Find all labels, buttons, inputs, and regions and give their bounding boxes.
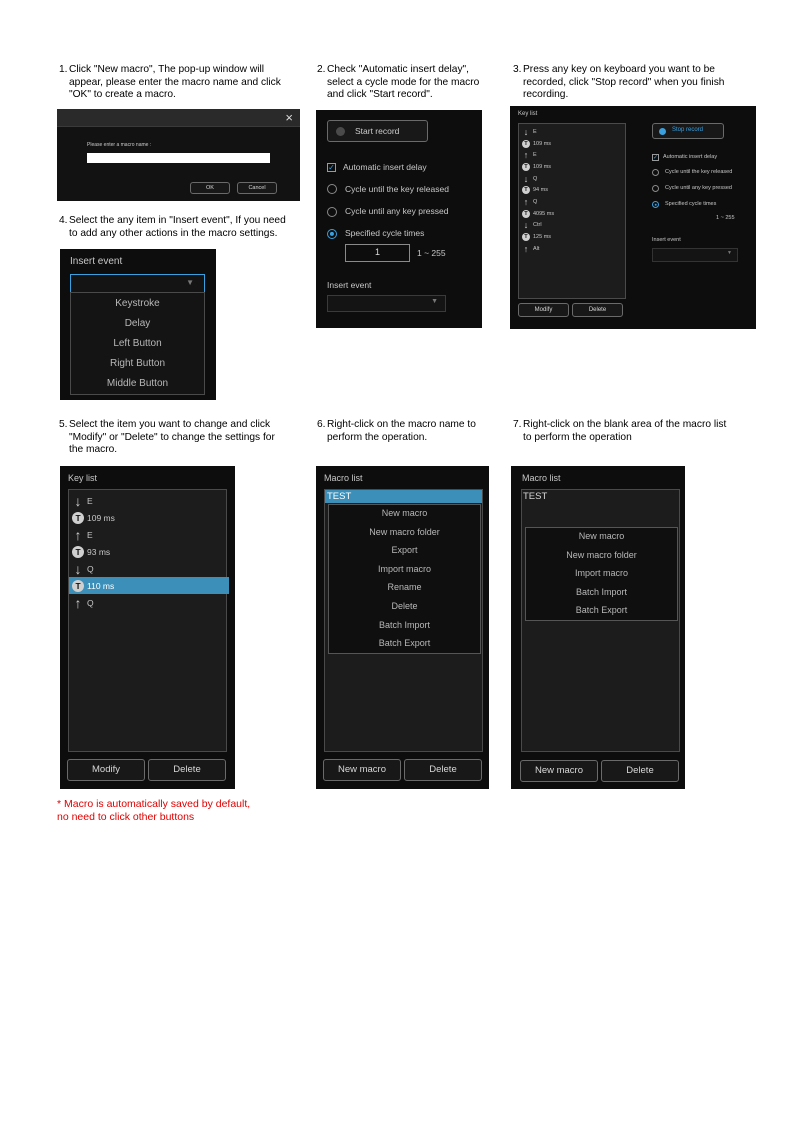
key-list-item[interactable]	[69, 594, 229, 611]
context-menu-item[interactable]: Export	[391, 545, 418, 556]
insert-event-label: Insert event	[70, 256, 123, 267]
step-7-instruction	[513, 419, 773, 444]
auto-delay-label: Automatic insert delay	[663, 154, 718, 160]
arrow-down-icon: ↓	[523, 126, 529, 137]
cycle-key-released-radio[interactable]	[652, 169, 659, 176]
step-6-instruction	[317, 419, 507, 444]
step-number: 4.	[59, 215, 68, 226]
context-menu-item[interactable]: Batch Import	[575, 586, 628, 597]
step-text: Right-click on the blank area of the macro list to perform the operation	[523, 419, 727, 443]
cycle-option-label: Cycle until the key released	[665, 169, 733, 175]
arrow-up-icon: ↑	[523, 197, 529, 208]
record-dot-icon	[336, 127, 345, 136]
macro-list-title: Macro list	[324, 473, 363, 483]
timer-icon: T	[72, 580, 84, 592]
key-list-item-label: Alt	[533, 245, 540, 252]
arrow-up-icon: ↑	[523, 150, 529, 161]
arrow-down-icon: ↓	[523, 173, 529, 184]
step-2-instruction	[317, 64, 507, 102]
insert-event-label: Insert event	[327, 280, 372, 290]
auto-save-note: * Macro is automatically saved by default, no need to click other buttons	[57, 798, 251, 823]
macro-name: TEST	[327, 491, 352, 502]
insert-event-option[interactable]: Right Button	[109, 358, 166, 369]
delete-button[interactable]: Delete	[601, 760, 679, 782]
context-menu	[328, 504, 481, 654]
context-menu-item[interactable]: New macro	[381, 508, 428, 518]
key-list-title: Key list	[68, 473, 98, 483]
step-number: 3.	[513, 64, 522, 75]
key-list-item-label: Q	[87, 563, 94, 574]
record-dot-icon	[659, 128, 666, 135]
cycle-range-label: 1 ~ 255	[716, 215, 735, 221]
modify-button[interactable]: Modify	[67, 759, 145, 781]
macro-name[interactable]: TEST	[523, 491, 548, 502]
recording-screenshot	[510, 106, 756, 329]
context-menu-item[interactable]: New macro folder	[369, 526, 440, 537]
key-list-item-label: E	[533, 152, 537, 159]
step-text: Select the item you want to change and click "Modify" or "Delete" to change the settings for the macro.	[69, 419, 275, 456]
step-text: Right-click on the macro name to perform the operation.	[327, 419, 476, 443]
context-menu-item[interactable]: Delete	[391, 601, 418, 611]
insert-event-dropdown[interactable]	[70, 274, 205, 293]
step-text: Press any key on keyboard you want to be recorded, click "Stop record" when you finish recording.	[523, 64, 725, 101]
new-macro-dialog-screenshot	[57, 109, 300, 201]
key-list-item[interactable]	[69, 509, 229, 526]
context-menu-item[interactable]: New macro	[578, 531, 625, 541]
delete-button[interactable]: Delete	[148, 759, 226, 781]
delete-button[interactable]: Delete	[404, 759, 482, 781]
key-list-item-label: 125 ms	[533, 234, 552, 241]
arrow-up-icon: ↑	[74, 594, 82, 611]
cycle-any-key-radio[interactable]	[327, 207, 337, 217]
key-list-item[interactable]	[519, 126, 628, 138]
insert-event-screenshot	[60, 249, 216, 400]
timer-icon: T	[522, 210, 530, 218]
key-list-item[interactable]	[519, 161, 628, 173]
key-list-item[interactable]	[519, 149, 628, 161]
cycle-key-released-radio[interactable]	[327, 184, 337, 194]
specified-cycle-radio[interactable]	[652, 201, 659, 208]
new-macro-button[interactable]: New macro	[323, 759, 401, 781]
key-list-item-label: Ctrl	[533, 222, 542, 229]
key-list-item-label: E	[87, 529, 93, 540]
auto-delay-checkbox[interactable]: ✓	[653, 155, 659, 161]
cycle-option-label: Specified cycle times	[665, 201, 717, 207]
context-menu-item[interactable]: Batch Import	[378, 619, 431, 630]
timer-icon: T	[522, 233, 530, 241]
cycle-any-key-radio[interactable]	[652, 185, 659, 192]
macro-name-input[interactable]	[87, 153, 270, 163]
modify-button[interactable]: Modify	[518, 303, 569, 317]
new-macro-button[interactable]: New macro	[520, 760, 598, 782]
macro-list-title: Macro list	[522, 473, 561, 483]
record-settings-screenshot	[316, 110, 482, 328]
key-list-item-label: 109 ms	[533, 163, 552, 170]
close-icon[interactable]: ×	[285, 110, 293, 125]
macro-item-selected[interactable]	[325, 490, 482, 503]
step-text: Check "Automatic insert delay", select a cycle mode for the macro and click "Start record".	[327, 64, 480, 101]
timer-icon: T	[522, 140, 530, 148]
cycle-option-label: Cycle until the key released	[345, 184, 449, 194]
key-list-item[interactable]	[519, 196, 628, 208]
key-list-item[interactable]	[519, 220, 628, 232]
key-list-item-label: 110 ms	[87, 580, 115, 591]
key-list-item[interactable]	[519, 243, 628, 255]
timer-icon: T	[522, 163, 530, 171]
key-list-item-label: 109 ms	[533, 140, 552, 147]
timer-icon: T	[522, 186, 530, 194]
cycle-option-label: Cycle until any key pressed	[345, 206, 449, 216]
key-list-item[interactable]	[519, 208, 628, 220]
key-list-item[interactable]	[69, 560, 229, 577]
blank-area-menu-screenshot	[511, 466, 685, 789]
key-list-item[interactable]	[69, 526, 229, 543]
dialog-titlebar	[57, 109, 300, 127]
cycle-option-label: Specified cycle times	[345, 228, 425, 238]
auto-delay-checkbox[interactable]: ✓	[328, 163, 335, 172]
stop-record-label: Stop record	[672, 127, 704, 133]
step-number: 7.	[513, 419, 522, 430]
key-list-item-label: 94 ms	[533, 187, 548, 194]
step-number: 5.	[59, 419, 68, 430]
insert-event-options	[70, 292, 205, 395]
key-list-item[interactable]	[519, 138, 628, 150]
context-menu-item[interactable]: Import macro	[377, 563, 431, 574]
insert-event-dropdown[interactable]	[652, 248, 738, 262]
start-record-button[interactable]	[327, 120, 428, 142]
key-list-item[interactable]	[69, 543, 229, 560]
key-list-item-label: E	[87, 495, 93, 506]
cycle-range-label: 1 ~ 255	[417, 248, 446, 258]
timer-icon: T	[72, 512, 84, 524]
key-list[interactable]	[68, 489, 227, 752]
context-menu-item[interactable]: New macro folder	[566, 549, 637, 560]
insert-event-option[interactable]: Delay	[124, 318, 151, 329]
key-list-item[interactable]	[519, 173, 628, 185]
key-list-item-label: 109 ms	[87, 512, 115, 523]
key-list-item[interactable]	[519, 231, 628, 243]
insert-event-option[interactable]: Keystroke	[115, 298, 160, 309]
key-list-item-label: 4095 ms	[533, 210, 555, 217]
arrow-down-icon: ↓	[74, 492, 82, 509]
insert-event-dropdown[interactable]	[327, 295, 446, 312]
delete-button[interactable]: Delete	[572, 303, 623, 317]
key-list-item-label: 93 ms	[87, 546, 111, 557]
context-menu-item[interactable]: Import macro	[574, 568, 628, 579]
key-list-item-label: Q	[533, 199, 538, 206]
chevron-down-icon: ▼	[727, 250, 732, 256]
step-3-instruction	[513, 64, 773, 102]
cycle-option-label: Cycle until any key pressed	[665, 185, 732, 191]
key-list-edit-screenshot	[60, 466, 235, 789]
key-list-item[interactable]	[69, 577, 229, 594]
arrow-up-icon: ↑	[74, 526, 82, 543]
macro-name-menu-screenshot	[316, 466, 489, 789]
start-record-label: Start record	[355, 126, 400, 136]
chevron-down-icon: ▼	[186, 278, 194, 287]
arrow-down-icon: ↓	[74, 560, 82, 577]
step-text: Click "New macro", The pop-up window will appear, please enter the macro name and click "OK" to create a macro.	[69, 64, 281, 101]
step-number: 1.	[59, 64, 68, 75]
key-list[interactable]	[518, 123, 626, 299]
auto-delay-label: Automatic insert delay	[343, 162, 427, 172]
cancel-button[interactable]: Cancel	[237, 182, 277, 194]
step-1-instruction	[59, 64, 309, 102]
context-menu	[525, 527, 678, 621]
key-list-item[interactable]	[69, 492, 229, 509]
chevron-down-icon: ▼	[431, 298, 438, 305]
insert-event-option[interactable]: Left Button	[113, 338, 162, 349]
context-menu-item[interactable]: Rename	[387, 582, 422, 593]
timer-icon: T	[72, 546, 84, 558]
specified-cycle-radio[interactable]	[327, 229, 337, 239]
step-number: 2.	[317, 64, 326, 75]
key-list-item[interactable]	[519, 185, 628, 197]
arrow-up-icon: ↑	[523, 243, 529, 254]
key-list-item-label: Q	[533, 175, 538, 182]
cycle-times-input[interactable]: 1	[345, 244, 410, 262]
step-4-instruction	[59, 215, 319, 240]
arrow-down-icon: ↓	[523, 220, 529, 231]
step-text: Select the any item in "Insert event", If you need to add any other actions in the macro settings.	[69, 215, 286, 239]
key-list-title: Key list	[518, 111, 538, 117]
stop-record-button[interactable]	[652, 123, 724, 139]
step-5-instruction	[59, 419, 309, 457]
context-menu-item[interactable]: Batch Export	[378, 638, 431, 649]
ok-button[interactable]: OK	[190, 182, 230, 194]
insert-event-label: Insert event	[652, 237, 681, 243]
step-number: 6.	[317, 419, 326, 430]
macro-name-prompt: Please enter a macro name :	[87, 142, 152, 148]
key-list-item-label: E	[533, 128, 537, 135]
context-menu-item[interactable]: Batch Export	[575, 605, 628, 616]
insert-event-option[interactable]: Middle Button	[106, 378, 169, 389]
key-list-item-label: Q	[87, 597, 94, 608]
